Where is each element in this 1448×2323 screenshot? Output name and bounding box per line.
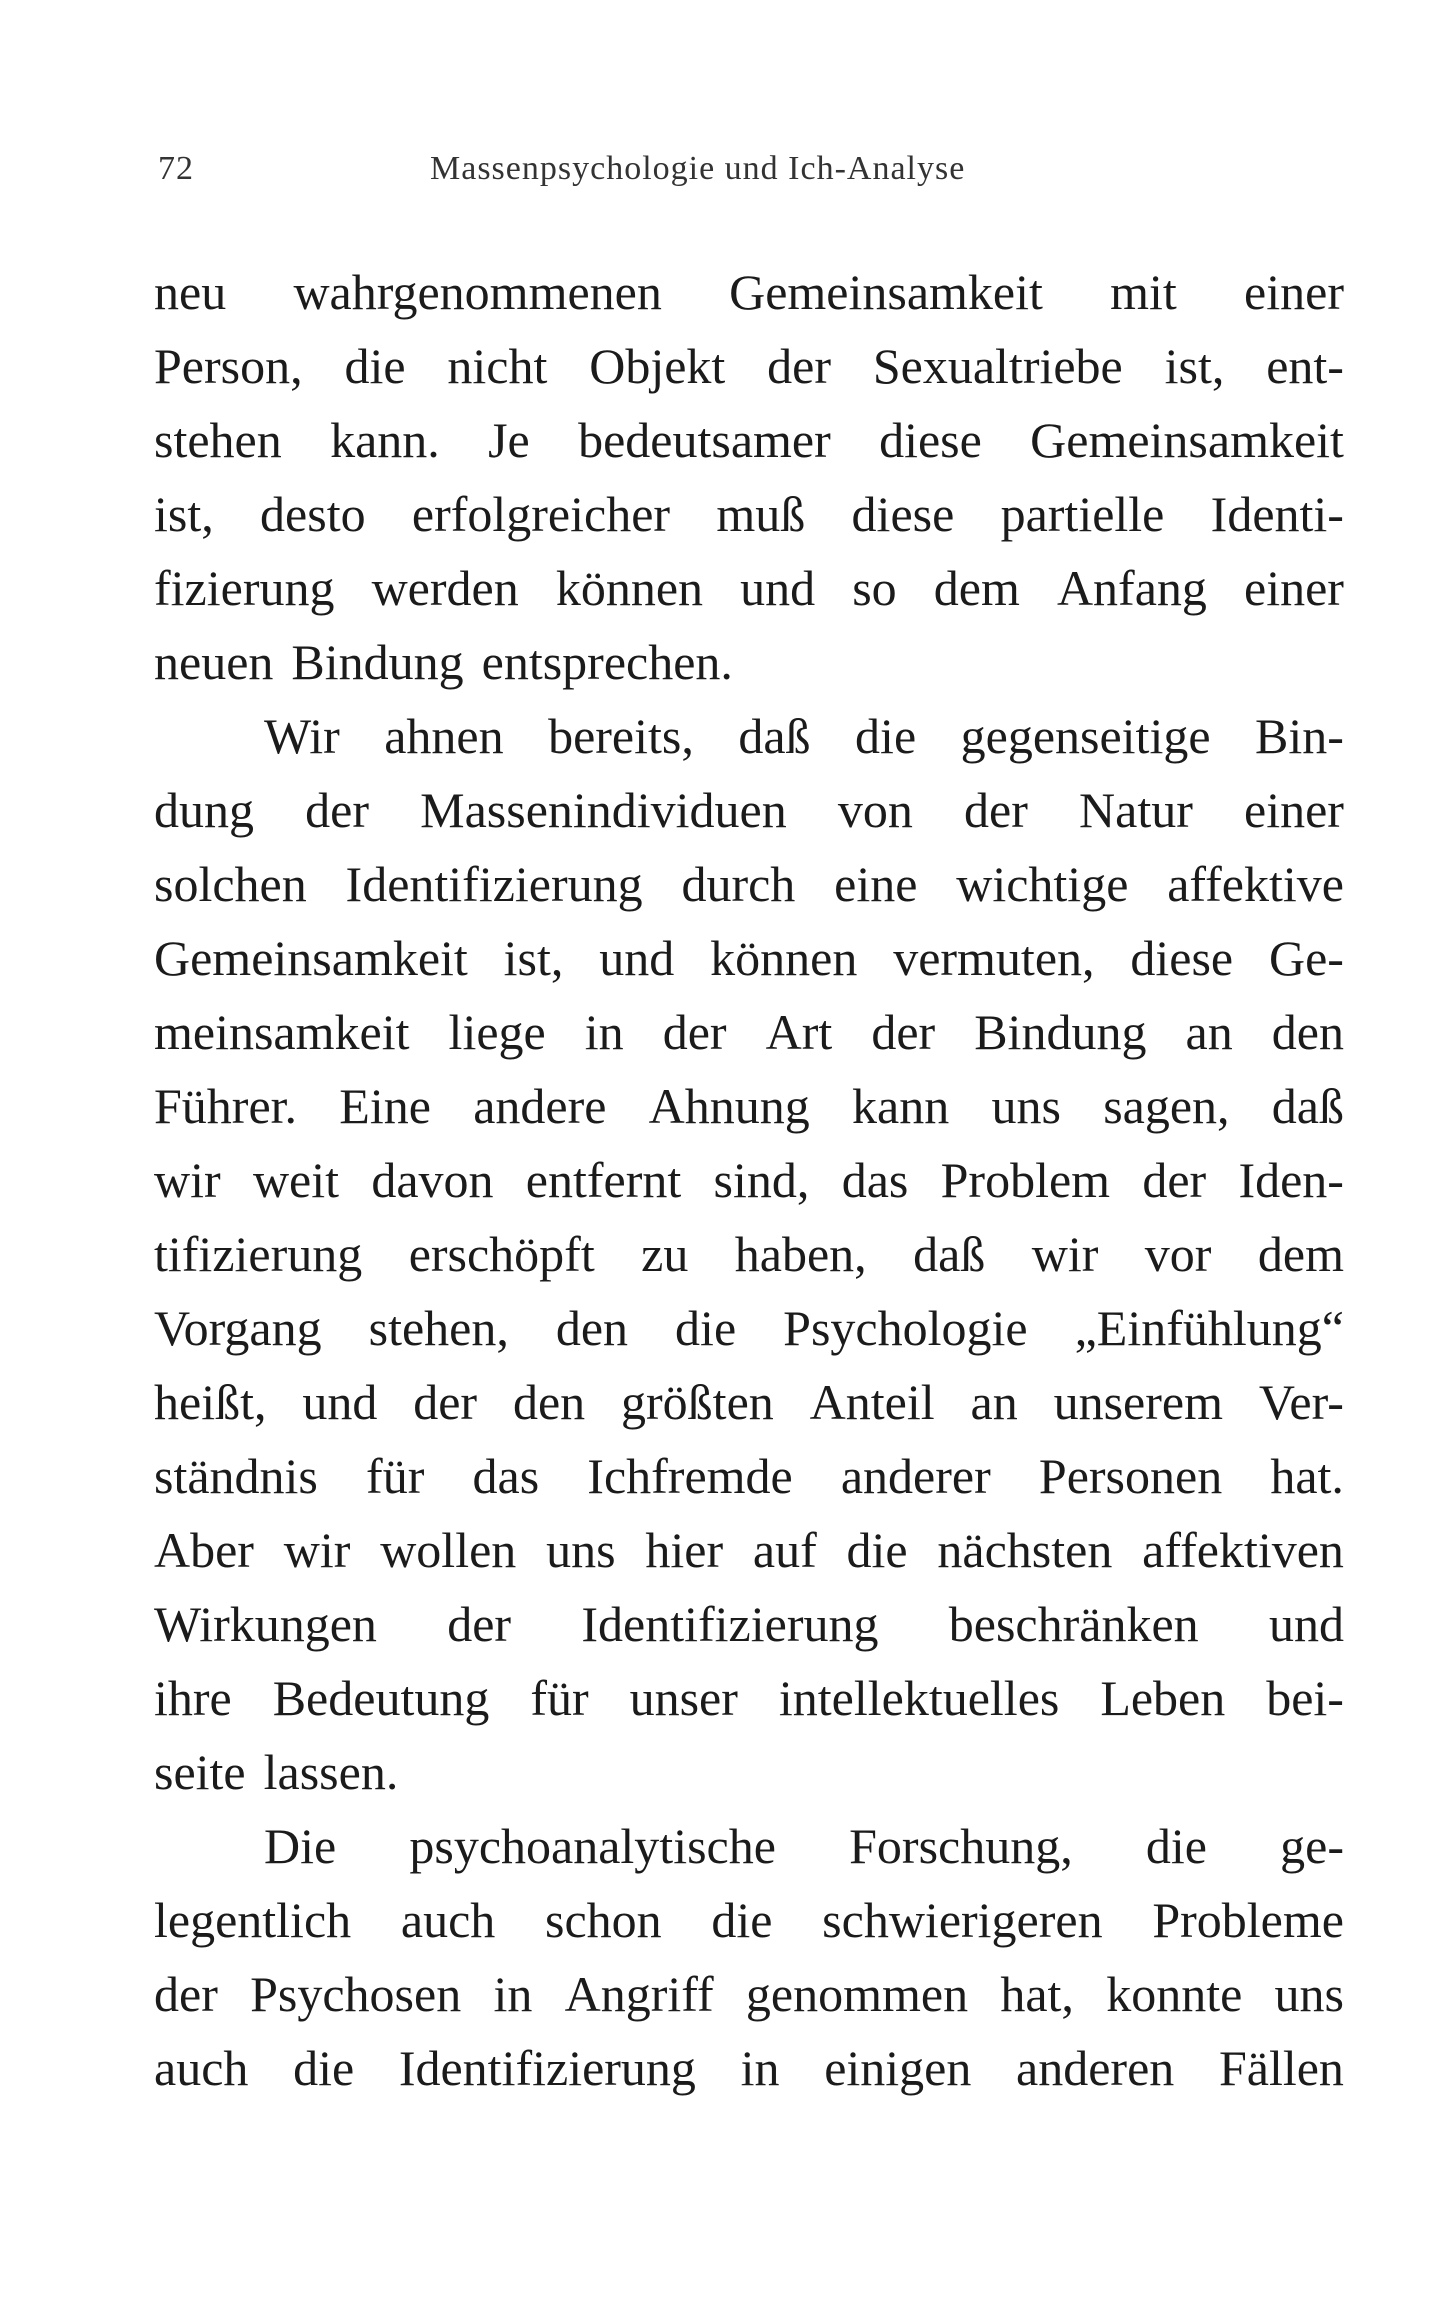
running-header [158, 150, 1068, 200]
text-line: ihre Bedeutung für unser intellektuelles Leben bei- [154, 1670, 1344, 1726]
text-line: neu wahrgenommenen Gemeinsamkeit mit einer [154, 264, 1344, 320]
text-line: Vorgang stehen, den die Psychologie „Einfühlung“ [154, 1300, 1344, 1356]
page-number: 72 [158, 150, 194, 187]
text-line: auch die Identifizierung in einigen anderen Fällen [154, 2040, 1344, 2096]
text-line: der Psychosen in Angriff genommen hat, konnte uns [154, 1966, 1344, 2022]
text-line: Wir ahnen bereits, daß die gegenseitige Bin- [264, 708, 1344, 764]
text-line: ist, desto erfolgreicher muß diese partielle Identi- [154, 486, 1344, 542]
text-line: solchen Identifizierung durch eine wichtige affektive [154, 856, 1344, 912]
text-line: stehen kann. Je bedeutsamer diese Gemeinsamkeit [154, 412, 1344, 468]
text-line: heißt, und der den größten Anteil an unserem Ver- [154, 1374, 1344, 1430]
text-line: Wirkungen der Identifizierung beschränken und [154, 1596, 1344, 1652]
text-line: Führer. Eine andere Ahnung kann uns sagen, daß [154, 1078, 1344, 1134]
text-line: wir weit davon entfernt sind, das Problem der Iden- [154, 1152, 1344, 1208]
text-line: seite lassen. [154, 1744, 399, 1800]
text-line: neuen Bindung entsprechen. [154, 634, 733, 690]
text-line: dung der Massenindividuen von der Natur einer [154, 782, 1344, 838]
text-line: meinsamkeit liege in der Art der Bindung an den [154, 1004, 1344, 1060]
text-line: Gemeinsamkeit ist, und können vermuten, diese Ge- [154, 930, 1344, 986]
running-title: Massenpsychologie und Ich-Analyse [430, 150, 966, 187]
text-line: Aber wir wollen uns hier auf die nächsten affektiven [154, 1522, 1344, 1578]
text-line: legentlich auch schon die schwierigeren Probleme [154, 1892, 1344, 1948]
text-line: fizierung werden können und so dem Anfang einer [154, 560, 1344, 616]
text-line: ständnis für das Ichfremde anderer Personen hat. [154, 1448, 1344, 1504]
text-line: tifizierung erschöpft zu haben, daß wir vor dem [154, 1226, 1344, 1282]
text-line: Die psychoanalytische Forschung, die ge- [264, 1818, 1344, 1874]
body-text [154, 255, 1344, 2105]
text-line: Person, die nicht Objekt der Sexualtriebe ist, ent- [154, 338, 1344, 394]
